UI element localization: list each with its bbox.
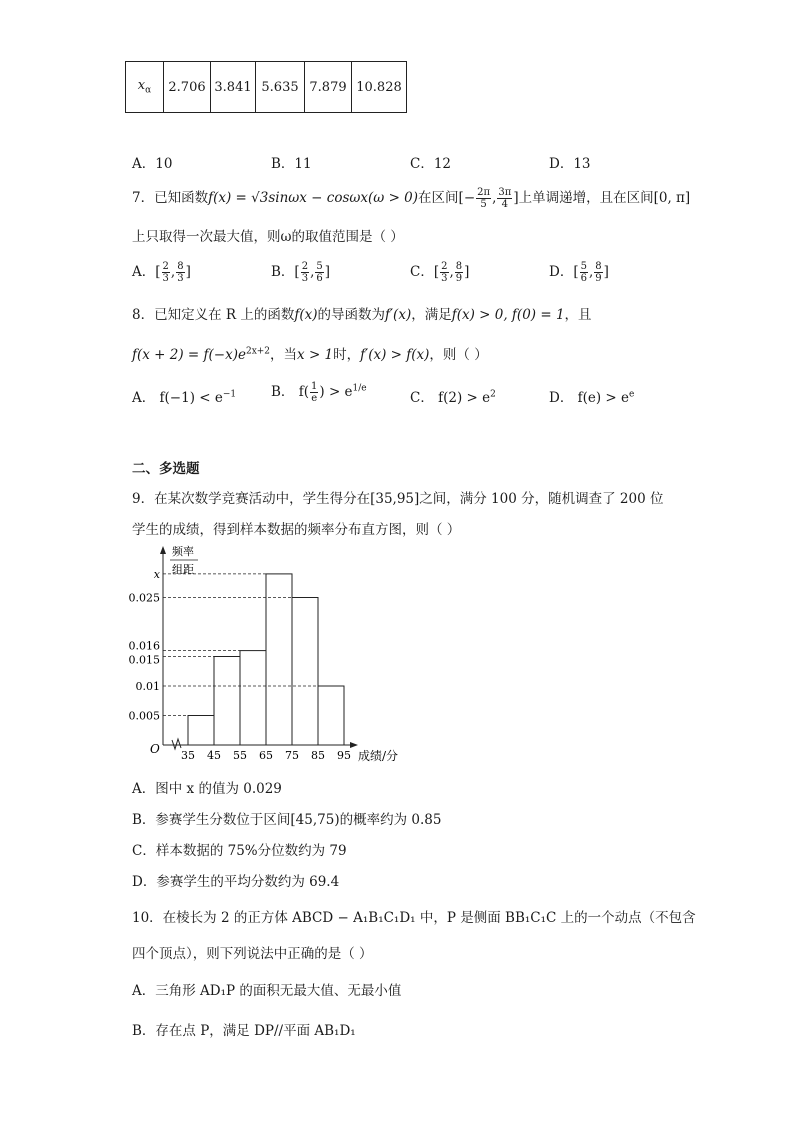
frac-den: 3 bbox=[441, 273, 448, 284]
table-cell: 5.635 bbox=[256, 62, 305, 113]
q9-line2: 学生的成绩，得到样本数据的频率分布直方图，则（ ） bbox=[132, 522, 461, 538]
q7-text: 在区间 bbox=[418, 190, 459, 206]
q6-option-b: B．11 bbox=[271, 156, 312, 172]
q7-interval: [0, π] bbox=[653, 190, 691, 206]
header-sub: α bbox=[145, 85, 152, 96]
q7-option-b: B．[ $\frac{2}{3}$ , $\frac{5}{6}$ ] bbox=[271, 261, 331, 284]
q9-line1: 9．在某次数学竞赛活动中，学生得分在[35,95]之间，满分 100 分，随机调查了 200 位 bbox=[132, 491, 664, 507]
histogram-bar bbox=[240, 651, 266, 745]
frac-den: 5 bbox=[480, 199, 487, 210]
x-tick-label: 45 bbox=[207, 749, 221, 762]
q9-option-c: C．样本数据的 75%分位数约为 79 bbox=[132, 843, 347, 859]
fraction bbox=[310, 381, 318, 404]
q8-math: f(x) bbox=[294, 307, 318, 323]
fraction bbox=[580, 261, 588, 284]
option-exponent: 2 bbox=[490, 389, 496, 400]
axis-break-mark bbox=[172, 739, 181, 749]
frac-num: 8 bbox=[177, 261, 184, 272]
option-label: C． bbox=[410, 264, 434, 280]
frac-num: 8 bbox=[455, 261, 463, 272]
q7-text: 上单调递增，且在区间 bbox=[518, 190, 654, 206]
q10-option-b: B．存在点 P，满足 DP//平面 AB₁D₁ bbox=[132, 1023, 356, 1039]
q6-option-a: A．10 bbox=[132, 156, 173, 172]
y-label-top: 频率 bbox=[172, 545, 194, 558]
y-tick-label: 0.016 bbox=[128, 639, 160, 653]
q8-math: f(x) > 0, f(0) = 1 bbox=[451, 307, 565, 323]
option-text: > e bbox=[324, 384, 353, 400]
frac-den: 3 bbox=[162, 273, 169, 284]
x-tick-label: 65 bbox=[259, 749, 273, 762]
q8-line1 bbox=[132, 303, 592, 323]
q8-text: ，当 bbox=[270, 347, 298, 363]
q9-option-a: A．图中 x 的值为 0.029 bbox=[132, 781, 282, 797]
fraction bbox=[315, 261, 323, 284]
q9-option-b: B．参赛学生分数位于区间[45,75)的概率约为 0.85 bbox=[132, 812, 442, 828]
q8-text: 8．已知定义在 R 上的函数 bbox=[132, 307, 295, 323]
q9-option-d: D．参赛学生的平均分数约为 69.4 bbox=[132, 874, 340, 890]
q10-option-a: A．三角形 AD₁P 的面积无最大值、无最小值 bbox=[132, 983, 402, 999]
y-tick-label: 0.01 bbox=[135, 680, 160, 693]
option-exponent: 1/e bbox=[352, 383, 367, 394]
q7-interval-bracket: ] bbox=[513, 190, 519, 206]
x-axis-arrow bbox=[350, 742, 358, 748]
fraction bbox=[455, 261, 463, 284]
frac-den: e bbox=[311, 393, 318, 404]
option-exponent: e bbox=[629, 389, 635, 400]
frac-num: 5 bbox=[316, 261, 323, 272]
q8-text: ，满足 bbox=[411, 307, 452, 323]
q7-text: 7．已知函数 bbox=[132, 190, 209, 206]
frac-num: 1 bbox=[311, 381, 318, 392]
q7-line2: 上只取得一次最大值，则ω的取值范围是（ ） bbox=[132, 229, 404, 245]
q8-exponent: 2x+2 bbox=[245, 346, 271, 357]
y-tick-label: x bbox=[153, 567, 160, 581]
histogram-bar bbox=[214, 657, 240, 746]
option-text: B． f bbox=[271, 384, 304, 400]
x-tick-label: 75 bbox=[285, 749, 299, 762]
y-tick-label: 0.025 bbox=[128, 591, 160, 605]
q8-text: 时， bbox=[333, 347, 361, 363]
histogram-bar bbox=[292, 598, 318, 746]
frac-den: 9 bbox=[455, 273, 463, 284]
critical-value-table bbox=[125, 61, 407, 113]
q8-line2 bbox=[132, 343, 488, 363]
q8-option-d bbox=[549, 386, 634, 406]
q8-text: 的导函数为 bbox=[317, 307, 385, 323]
header-var: x bbox=[137, 78, 146, 94]
y-tick-label: 0.005 bbox=[128, 709, 160, 723]
frac-den: 4 bbox=[501, 199, 509, 210]
q7-interval-bracket: [− bbox=[458, 190, 476, 206]
q7-line1: 7．已知函数f(x) = √3sinωx − cosωx(ω > 0)在区间[− $\frac{2\pi}{5}$ , $\frac{3\pi}{4}$ ]上单调递增，且在区间[0, π] bbox=[132, 187, 691, 210]
q8-text: ，则（ ） bbox=[429, 347, 488, 363]
option-label: A． bbox=[132, 264, 156, 280]
fraction bbox=[176, 261, 184, 284]
option-text: C． f(2) > e bbox=[410, 390, 491, 406]
x-tick-label: 85 bbox=[311, 749, 325, 762]
q7-fraction bbox=[476, 187, 491, 210]
table-row bbox=[126, 62, 407, 113]
option-label: D． bbox=[549, 264, 574, 280]
table-cell: 7.879 bbox=[305, 62, 352, 113]
q8-math: x > 1 bbox=[297, 347, 334, 363]
y-label-bottom: 组距 bbox=[172, 563, 194, 576]
q8-math: f′(x) > f(x) bbox=[360, 347, 430, 363]
q8-math: f(x + 2) = f(−x)e bbox=[132, 347, 246, 363]
q7-option-c: C．[ $\frac{2}{3}$ , $\frac{8}{9}$ ] bbox=[410, 261, 470, 284]
table-cell: 2.706 bbox=[164, 62, 211, 113]
frac-num: 2 bbox=[301, 261, 309, 272]
x-tick-label: 35 bbox=[181, 749, 195, 762]
q8-text: ，且 bbox=[564, 307, 592, 323]
frac-num: 2 bbox=[162, 261, 169, 272]
table-cell: 10.828 bbox=[352, 62, 407, 113]
option-exponent: −1 bbox=[222, 389, 237, 400]
table-header-cell bbox=[126, 62, 164, 113]
q7-function: f(x) = √3sinωx − cosωx(ω > 0) bbox=[208, 190, 419, 206]
frequency-histogram bbox=[120, 540, 420, 770]
frac-num: 5 bbox=[580, 261, 587, 272]
histogram-bar bbox=[266, 574, 292, 745]
y-tick-label: 0.015 bbox=[128, 653, 160, 667]
fraction bbox=[594, 261, 602, 284]
fraction bbox=[162, 261, 170, 284]
q7-option-d: D．[ $\frac{5}{6}$ , $\frac{8}{9}$ ] bbox=[549, 261, 609, 284]
q8-option-b: B． f( $\frac{1}{e}$ ) > $e^{1/e}$ bbox=[271, 381, 367, 404]
frac-den: 6 bbox=[316, 273, 323, 284]
table-cell: 3.841 bbox=[211, 62, 256, 113]
q10-line2: 四个顶点），则下列说法中正确的是（ ） bbox=[132, 946, 373, 962]
fraction bbox=[440, 261, 448, 284]
histogram-bar bbox=[318, 686, 344, 745]
frac-num: 3π bbox=[498, 187, 512, 198]
q6-option-d: D．13 bbox=[549, 156, 591, 172]
q10-line1: 10．在棱长为 2 的正方体 ABCD − A₁B₁C₁D₁ 中，P 是侧面 BB₁C₁C 上的一个动点（不包含 bbox=[132, 910, 696, 926]
frac-num: 8 bbox=[595, 261, 602, 272]
option-text: D． f(e) > e bbox=[549, 390, 630, 406]
q8-math: f′(x) bbox=[385, 307, 412, 323]
q7-option-a: A．[ $\frac{2}{3}$ , $\frac{8}{3}$ ] bbox=[132, 261, 191, 284]
section-title: 二、多选题 bbox=[132, 461, 200, 477]
option-label: B． bbox=[271, 264, 295, 280]
fraction bbox=[301, 261, 309, 284]
frac-num: 2π bbox=[477, 187, 491, 198]
q8-option-c bbox=[410, 386, 496, 406]
frac-den: 9 bbox=[595, 273, 602, 284]
x-tick-label: 55 bbox=[233, 749, 247, 762]
frac-den: 3 bbox=[177, 273, 184, 284]
q8-option-a bbox=[132, 386, 236, 406]
frac-den: 6 bbox=[580, 273, 587, 284]
frac-den: 3 bbox=[301, 273, 309, 284]
q6-option-c: C．12 bbox=[410, 156, 452, 172]
option-text: A． f(−1) < e bbox=[132, 390, 223, 406]
histogram-bar bbox=[188, 716, 214, 746]
x-axis-label: 成绩/分 bbox=[358, 749, 399, 763]
x-tick-label: 95 bbox=[337, 749, 351, 762]
frac-num: 2 bbox=[441, 261, 448, 272]
q7-fraction bbox=[497, 187, 512, 210]
origin-label: O bbox=[150, 742, 160, 756]
y-axis-arrow bbox=[160, 546, 166, 554]
